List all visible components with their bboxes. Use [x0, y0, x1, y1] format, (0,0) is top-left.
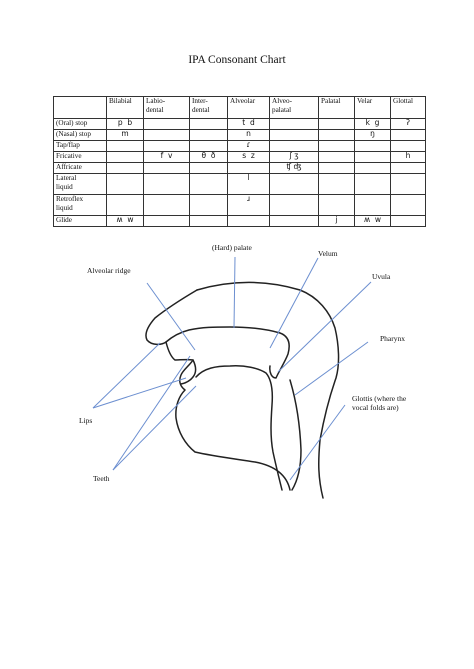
- row-label: Fricative: [54, 152, 107, 163]
- column-header: Velar: [355, 97, 391, 119]
- symbol-cell: ʍ w: [107, 216, 144, 227]
- row-label: (Oral) stop: [54, 119, 107, 130]
- pointer-teeth-lower: [113, 386, 196, 470]
- pointer-hard-palate: [234, 257, 235, 328]
- row-label: (Nasal) stop: [54, 130, 107, 141]
- symbol-cell: ɹ: [228, 195, 270, 216]
- pointer-teeth-upper: [113, 356, 190, 470]
- label-glottis: Glottis (where the vocal folds are): [352, 394, 407, 412]
- label-pharynx: Pharynx: [380, 334, 405, 343]
- row-label: Lateral liquid: [54, 174, 107, 195]
- symbol-cell: ŋ: [355, 130, 391, 141]
- row-label: Retroflex liquid: [54, 195, 107, 216]
- symbol-cell: l: [228, 174, 270, 195]
- label-teeth: Teeth: [93, 474, 110, 483]
- symbol-cell: ʍ w: [355, 216, 391, 227]
- pharynx-wall: [290, 380, 301, 490]
- label-hard-palate: (Hard) palate: [212, 243, 252, 252]
- symbol-cell: k g: [355, 119, 391, 130]
- column-header: Labio- dental: [144, 97, 190, 119]
- label-lips: Lips: [79, 416, 93, 425]
- symbol-cell: m: [107, 130, 144, 141]
- symbol-cell: h: [391, 152, 426, 163]
- label-velum: Velum: [318, 249, 338, 258]
- tongue-outline: [196, 366, 282, 490]
- row-label: Affricate: [54, 163, 107, 174]
- label-alveolar-ridge: Alveolar ridge: [87, 266, 131, 275]
- pointer-pharynx: [295, 342, 368, 395]
- pointer-uvula: [278, 282, 371, 372]
- pointer-velum: [270, 258, 318, 348]
- symbol-cell: ʧ ʤ: [270, 163, 319, 174]
- symbol-cell: θ ð: [190, 152, 228, 163]
- symbol-cell: ʔ: [391, 119, 426, 130]
- symbol-cell: t d: [228, 119, 270, 130]
- page-title: IPA Consonant Chart: [188, 54, 286, 66]
- column-header: Glottal: [391, 97, 426, 119]
- symbol-cell: j: [319, 216, 355, 227]
- column-header: Bilabial: [107, 97, 144, 119]
- symbol-cell: p b: [107, 119, 144, 130]
- row-label: Tap/flap: [54, 141, 107, 152]
- column-header: Alveolar: [228, 97, 270, 119]
- column-header: Palatal: [319, 97, 355, 119]
- symbol-cell: n: [228, 130, 270, 141]
- column-header: Alveo- palatal: [270, 97, 319, 119]
- row-label: Glide: [54, 216, 107, 227]
- symbol-cell: s z: [228, 152, 270, 163]
- pointer-alveolar-ridge: [147, 283, 195, 350]
- column-header: Inter- dental: [190, 97, 228, 119]
- pointer-lips-upper: [93, 343, 160, 408]
- symbol-cell: f v: [144, 152, 190, 163]
- symbol-cell: ʃ ʒ: [270, 152, 319, 163]
- symbol-cell: ɾ: [228, 141, 270, 152]
- label-uvula: Uvula: [372, 272, 391, 281]
